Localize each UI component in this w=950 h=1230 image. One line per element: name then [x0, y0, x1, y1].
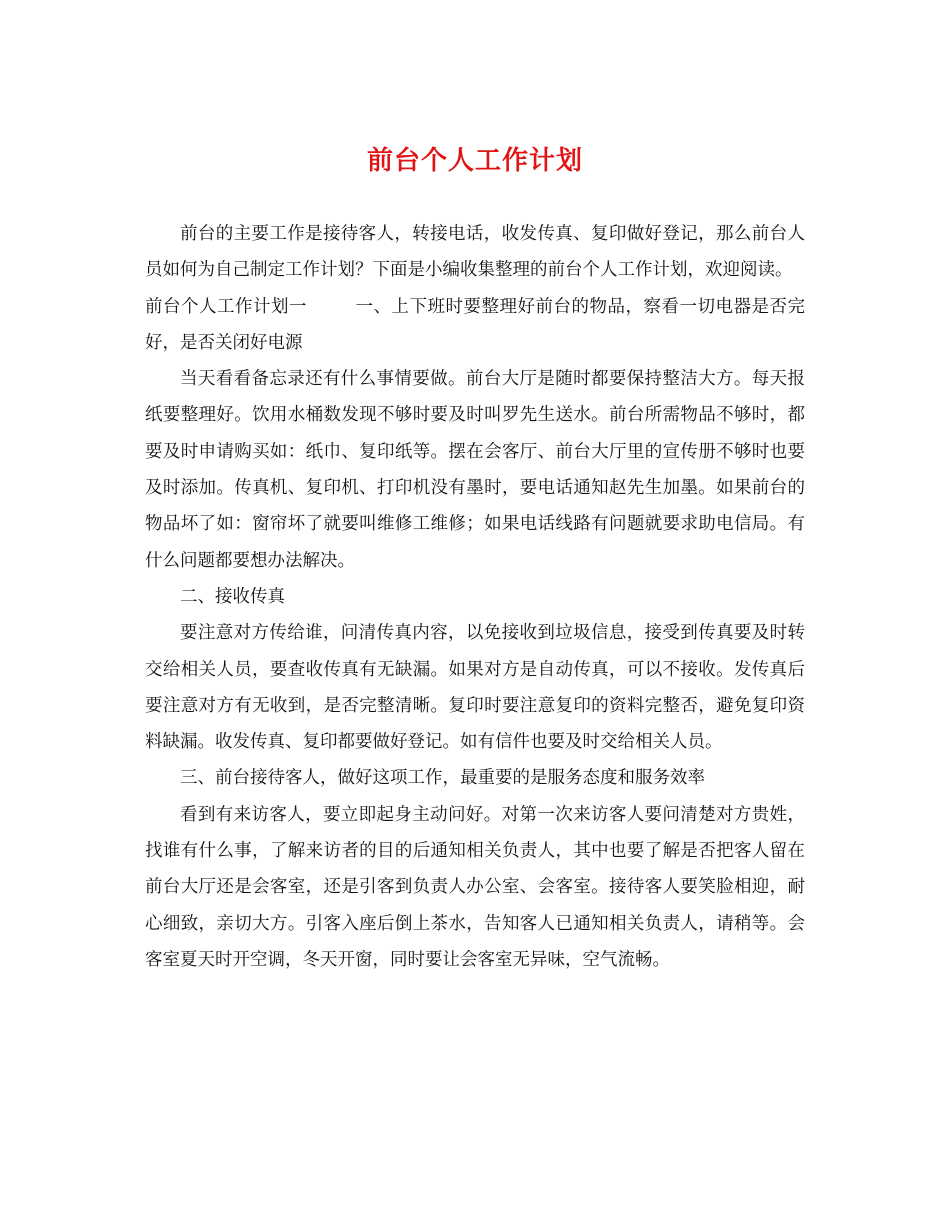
plan-heading-line: [145, 289, 805, 362]
item2-body-paragraph: 要注意对方传给谁，问清传真内容，以免接收到垃圾信息，接受到传真要及时转交给相关人员，要查收传真有无缺漏。如果对方是自动传真，可以不接收。发传真后要注意对方有无收到，是否完整清晰。复印时要注意复印的资料完整否，避免复印资料缺漏。收发传真、复印都要做好登记。如有信件也要及时交给相关人员。: [145, 623, 805, 753]
document-title: 前台个人工作计划: [366, 146, 583, 176]
plan-label: 前台个人工作计划一: [145, 296, 307, 317]
item3-body-paragraph: 看到有来访客人，要立即起身主动问好。对第一次来访客人要问清楚对方贵姓，找谁有什么事，了解来访者的目的后通知相关负责人，其中也要了解是否把客人留在前台大厅还是会客室，还是引客到负责人办公室、会客室。接待客人要笑脸相迎，耐心细致，亲切大方。引客入座后倒上茶水，告知客人已通知相关负责人，请稍等。会客室夏天时开空调，冬天开窗，同时要让会客室无异味，空气流畅。: [145, 804, 805, 970]
item2-heading: 二、接收传真: [180, 586, 285, 607]
item3-heading: 三、前台接待客人，做好这项工作，最重要的是服务态度和服务效率: [180, 768, 705, 789]
item1-body-paragraph: 当天看看备忘录还有什么事情要做。前台大厅是随时都要保持整洁大方。每天报纸要整理好。饮用水桶数发现不够时要及时叫罗先生送水。前台所需物品不够时，都要及时申请购买如：纸巾、复印纸等。摆在会客厅、前台大厅里的宣传册不够时也要及时添加。传真机、复印机、打印机没有墨时，要电话通知赵先生加墨。如果前台的物品坏了如：窗帘坏了就要叫维修工维修；如果电话线路有问题就要求助电信局。有什么问题都要想办法解决。: [145, 369, 805, 571]
item1-heading: 一、上下班时要整理好前台的物品，察看一切电器是否完好，是否关闭好电源: [145, 296, 805, 353]
intro-paragraph: 前台的主要工作是接待客人，转接电话，收发传真、复印做好登记，那么前台人员如何为自己制定工作计划？下面是小编收集整理的前台个人工作计划，欢迎阅读。: [145, 224, 805, 281]
document-body: [145, 216, 805, 978]
